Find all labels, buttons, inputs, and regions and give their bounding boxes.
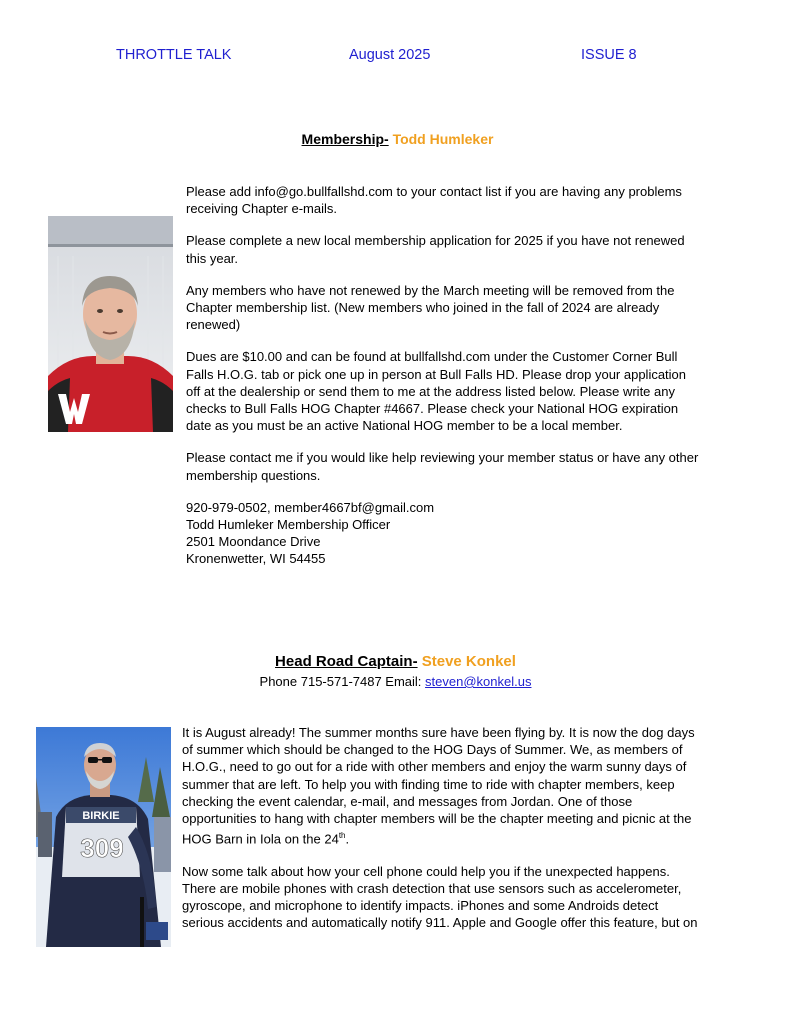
- road-captain-phone: Phone 715-571-7487 Email:: [259, 674, 426, 689]
- road-captain-paragraph: Now some talk about how your cell phone could help you if the unexpected happens. There are mobile phones with crash detection that use sensors such as accelerometer, gyroscope, and microphone to identify impacts. iPhones and some Androids detect serious accidents and automatically notify 911. Apple and Google offer this feature, but on: [182, 863, 698, 931]
- membership-paragraph: Dues are $10.00 and can be found at bullfallshd.com under the Customer Corner Bull Falls H.O.G. tab or pick one up in person at Bull Falls HD. Please drop your application off at the dealership or send them to me at the address listed below. Please write any checks to Bull Falls HOG Chapter #4667. Please check your National HOG expiration date as you must be an active National HOG member to be a local member.: [186, 349, 687, 434]
- road-captain-photo: [36, 727, 171, 947]
- issue-number: ISSUE 8: [581, 47, 637, 63]
- date-ordinal-suffix: th: [338, 831, 346, 841]
- membership-body: [186, 183, 701, 568]
- road-captain-body: [182, 724, 700, 947]
- issue-date: August 2025: [349, 47, 431, 63]
- membership-heading: [0, 131, 791, 147]
- membership-paragraph: Please contact me if you would like help reviewing your member status or have any other membership questions.: [186, 450, 699, 483]
- membership-paragraph: Please add info@go.bullfallshd.com to your contact list if you are having any problems receiving Chapter e-mails.: [186, 184, 682, 217]
- newsletter-title: THROTTLE TALK: [116, 47, 232, 63]
- road-captain-email-link[interactable]: steven@konkel.us: [425, 674, 532, 689]
- road-captain-contact: [0, 674, 791, 689]
- road-captain-heading: [0, 653, 791, 670]
- membership-person-name: Todd Humleker: [392, 131, 494, 147]
- road-captain-paragraph-end: .: [345, 831, 350, 847]
- membership-officer: Todd Humleker Membership Officer: [186, 517, 391, 533]
- road-captain-paragraph-main: It is August already! The summer months sure have been flying by. It is now the dog days of summer which should be changed to the HOG Days of Summer. We, as members of H.O.G., need to go out for a ride with other members and enjoy the warm sunny days of summer that are left. To help you with finding time to ride with chapter members, keep checking the event calendar, e-mail, and messages from Jordan. One of those opportunities to hang with chapter members will be the chapter meeting and picnic at the HOG Barn in Iola on the 24: [182, 725, 695, 847]
- membership-paragraph: Any members who have not renewed by the March meeting will be removed from the Chapter membership list. (New members who joined in the fall of 2024 are already renewed): [186, 282, 675, 333]
- membership-photo: [48, 216, 173, 432]
- membership-phone-email: 920-979-0502, member4667bf@gmail.com: [186, 499, 435, 515]
- bib-brand-text: BIRKIE: [82, 810, 120, 822]
- membership-role: Membership-: [301, 131, 389, 147]
- membership-city: Kronenwetter, WI 54455: [186, 551, 326, 567]
- bib-number-text: 309: [80, 833, 124, 863]
- membership-paragraph: Please complete a new local membership application for 2025 if you have not renewed this year.: [186, 233, 685, 266]
- road-captain-person-name: Steve Konkel: [421, 653, 516, 670]
- road-captain-role: Head Road Captain-: [275, 653, 418, 670]
- membership-street: 2501 Moondance Drive: [186, 534, 321, 550]
- membership-address-block: [186, 499, 701, 568]
- road-captain-paragraph: [182, 724, 700, 848]
